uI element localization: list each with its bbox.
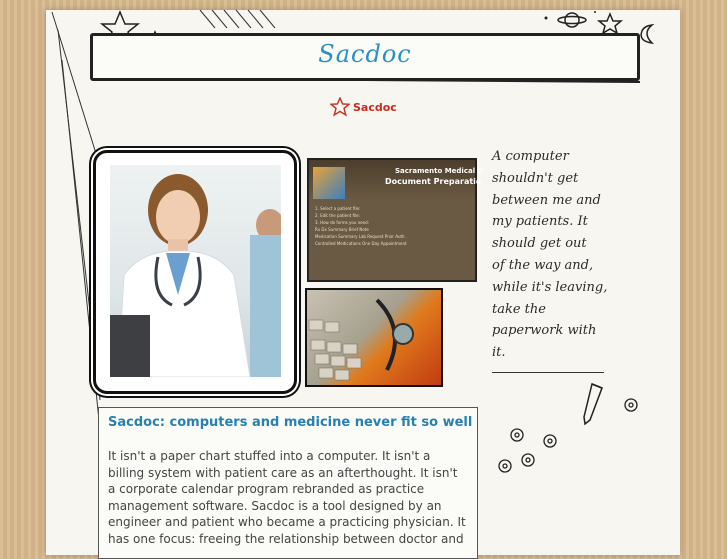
screenshot-title-2: Document Preparatio: [385, 177, 482, 186]
screenshot-logo: [313, 167, 345, 199]
doctor-photo-frame: [93, 150, 297, 394]
quote-line: of the way and,: [492, 257, 594, 273]
quote-line: paperwork with: [492, 323, 597, 339]
quote-line: my patients. It: [492, 214, 588, 230]
article-title: Sacdoc: computers and medicine never fit so well: [108, 415, 473, 430]
flower-icon: [499, 399, 637, 472]
article-box: [98, 407, 478, 559]
screenshot-body: [315, 205, 469, 247]
quote-line: take the: [492, 301, 546, 317]
software-screenshot: [307, 158, 484, 282]
quote-line: shouldn't get: [492, 170, 579, 186]
moon-icon: [641, 25, 652, 43]
screenshot-line: 1. Select a patient file:: [315, 206, 361, 211]
site-title[interactable]: Sacdoc: [318, 40, 412, 68]
article-body: It isn't a paper chart stuffed into a computer. It isn't a billing system with patient care as an afterthought. It isn't a corporate calendar program rebranded as practice management software. Sacdoc is a tool designed by an engineer and patient who became a practicing physician. It has one focus: freeing the relationship between doctor and: [108, 449, 466, 546]
logo-link[interactable]: [330, 97, 397, 117]
quote-line: it.: [492, 345, 506, 361]
quote-line: should get out: [492, 236, 587, 252]
quote-divider: [492, 372, 604, 373]
site-banner: [90, 33, 640, 81]
quote-line: while it's leaving,: [492, 279, 608, 295]
screenshot-line: Rx Dx Summary Brief Note: [315, 227, 369, 232]
planet-icon: [558, 13, 586, 27]
doctor-quote: [492, 146, 622, 364]
quote-line: between me and: [492, 192, 601, 208]
screenshot-line: Controlled Medications One Day Appointment: [315, 241, 407, 246]
keyboard-stethoscope-photo: [305, 288, 443, 387]
doctor-photo: [110, 165, 281, 377]
pencil-icon: [584, 384, 602, 424]
quote-line: A computer: [492, 149, 569, 164]
screenshot-line: 3. How do forms you need:: [315, 220, 369, 225]
star-outline-icon: [330, 97, 350, 117]
screenshot-line: Medication Summary Lab Request Prior Auth: [315, 234, 405, 239]
screenshot-line: 2. Edit the patient file:: [315, 213, 360, 218]
screenshot-title-1: Sacramento Medical O: [395, 167, 484, 175]
logo-text: Sacdoc: [353, 100, 397, 114]
